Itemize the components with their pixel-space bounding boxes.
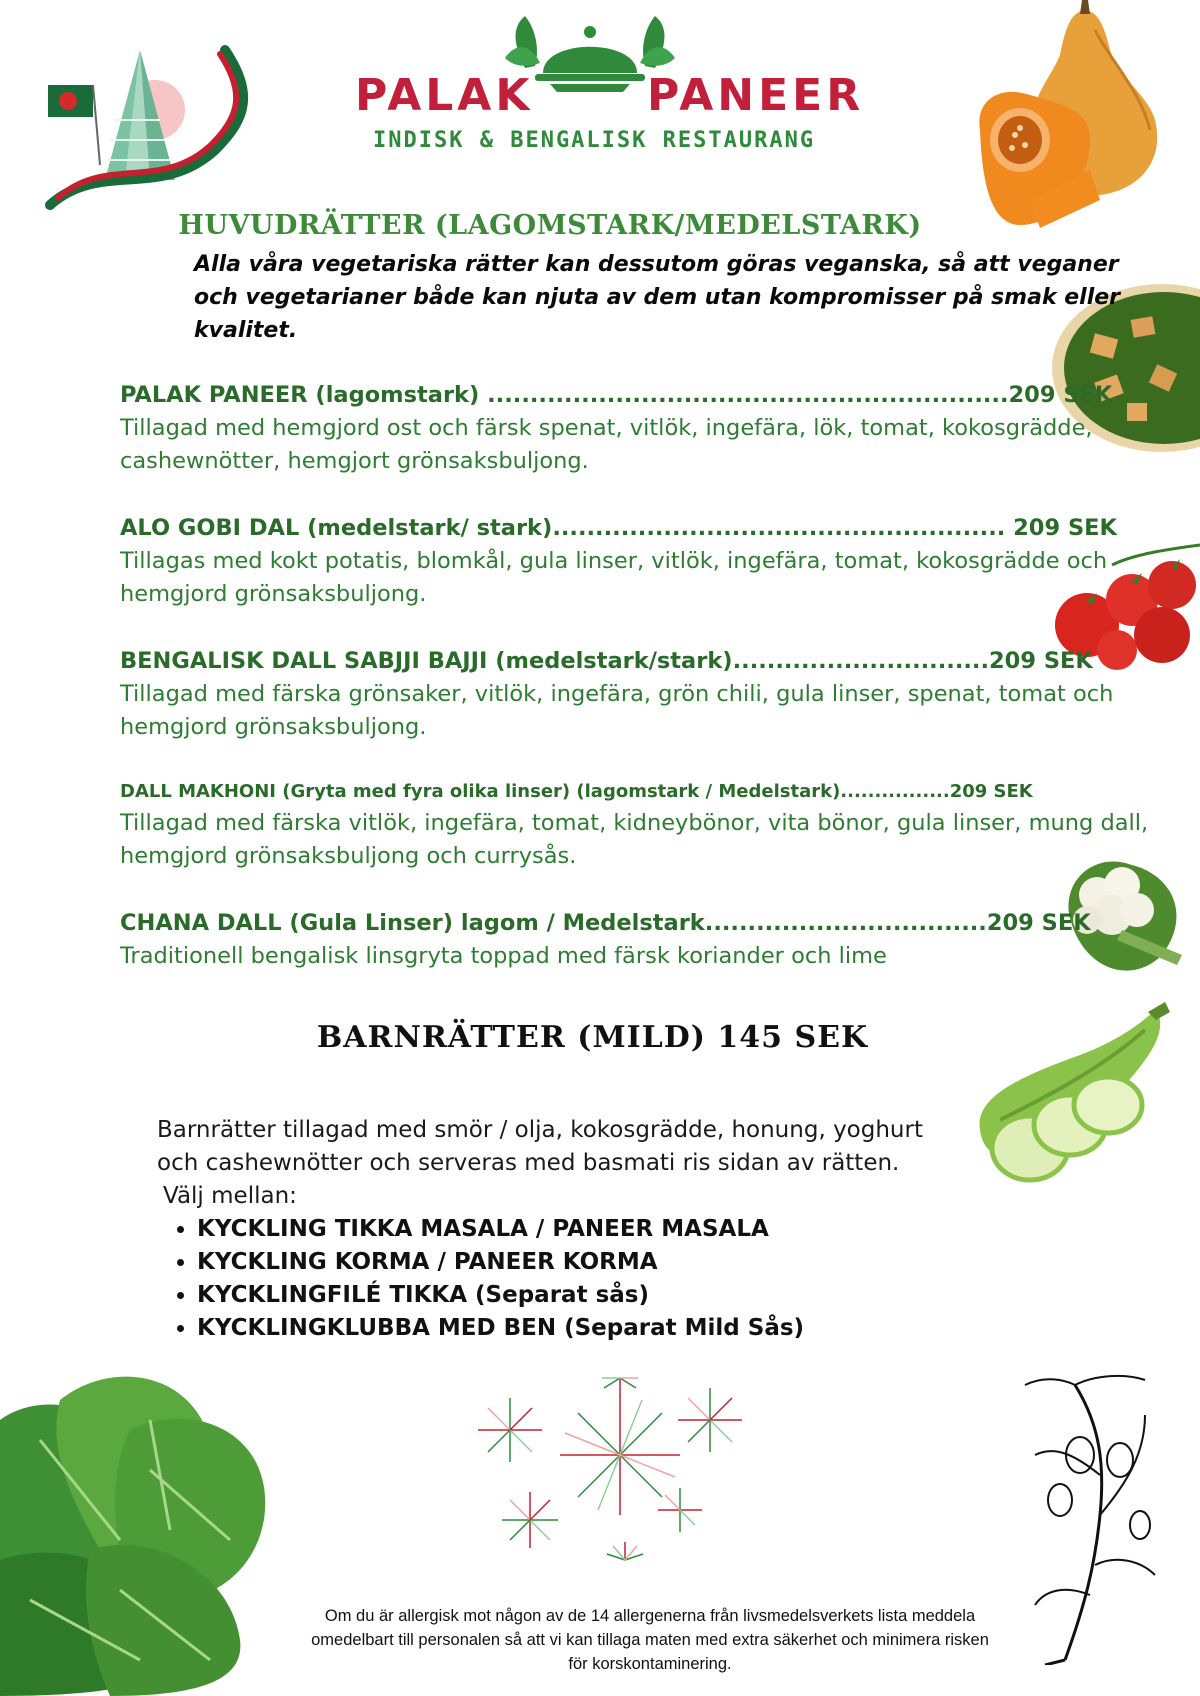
kids-option: • KYCKLINGKLUBBA MED BEN (Separat Mild Sås): [197, 1312, 804, 1345]
allergy-notice: Om du är allergisk mot någon av de 14 allergenerna från livsmedelsverkets lista meddela omedelbart till personalen så att vi kan tillaga maten med extra säkerhet och minimera risken för korskontaminering.: [311, 1607, 989, 1673]
menu-item: [120, 378, 1140, 478]
menu-item-price: 209 SEK: [1008, 382, 1113, 408]
menu-item-header: [120, 644, 1140, 678]
menu-item-name: DALL MAKHONI (Gryta med fyra olika linser) (lagomstark / Medelstark): [120, 781, 841, 802]
kids-option: • KYCKLING TIKKA MASALA / PANEER MASALA: [197, 1213, 804, 1246]
kids-option: • KYCKLINGFILÉ TIKKA (Separat sås): [197, 1279, 804, 1312]
menu-item-header: [120, 378, 1140, 412]
section-title-text: HUVUDRÄTTER (LAGOMSTARK/MEDELSTARK): [178, 210, 922, 241]
menu-item-dots: .....................................................: [552, 515, 1014, 541]
menu-item-price: 209 SEK: [986, 910, 1091, 936]
menu-item-name: ALO GOBI DAL (medelstark/ stark): [120, 515, 553, 541]
menu-item-name: BENGALISK DALL SABJJI BAJJI (medelstark/stark): [120, 648, 733, 674]
kids-section-title: [0, 1020, 1200, 1055]
menu-item-name: CHANA DALL (Gula Linser) lagom / Medelstark: [120, 910, 705, 936]
menu-item-description: Traditionell bengalisk linsgryta toppad med färsk koriander och lime: [120, 943, 887, 969]
menu-item-header: [120, 777, 1140, 807]
section-intro: Alla våra vegetariska rätter kan dessutom göras veganska, så att veganer och vegetarianer både kan njuta av dem utan kompromisser på smak eller kvalitet.: [194, 252, 1121, 343]
brand-subtitle: INDISK & BENGALISK RESTAURANG: [373, 128, 816, 153]
menu-item-name: PALAK PANEER (lagomstark): [120, 382, 488, 408]
menu-item: [120, 906, 1140, 973]
menu-item-description: Tillagas med kokt potatis, blomkål, gula linser, vitlök, ingefära, tomat, kokosgrädde och hemgjord grönsaksbuljong.: [120, 548, 1108, 607]
bangladesh-monument-illustration: [40, 40, 270, 210]
kids-choose-label: Välj mellan:: [163, 1183, 297, 1209]
herb-sketch-illustration: [1005, 1365, 1185, 1665]
spinach-leaves-illustration: [0, 1360, 280, 1696]
kids-description: [157, 1114, 937, 1213]
menu-item-price: 209 SEK: [949, 781, 1033, 802]
menu-item-dots: .............................................................: [487, 382, 1009, 408]
menu-item-header: [120, 906, 1140, 940]
menu-item-description: Tillagad med färska vitlök, ingefära, tomat, kidneybönor, vita bönor, gula linser, mung dall, hemgjord grönsaksbuljong och currysås.: [120, 810, 1149, 869]
kids-options-list: [157, 1213, 804, 1345]
menu-item: [120, 511, 1140, 611]
menu-item: [120, 777, 1149, 873]
menu-item-description: Tillagad med hemgjord ost och färsk spenat, vitlök, ingefära, lök, tomat, kokosgrädde, cashewnötter, hemgjort grönsaksbuljong.: [120, 415, 1093, 474]
menu-item-price: 209 SEK: [1013, 515, 1117, 541]
fireworks-decoration: [470, 1370, 770, 1570]
kids-description-text: Barnrätter tillagad med smör / olja, kokosgrädde, honung, yoghurt och cashewnötter och serveras med basmati ris sidan av rätten.: [157, 1117, 923, 1176]
menu-item-dots: ..............................: [732, 648, 990, 674]
menu-list: [120, 378, 1149, 1006]
menu-item-description: Tillagad med färska grönsaker, vitlök, ingefära, grön chili, gula linser, spenat, tomat och hemgjord grönsaksbuljong.: [120, 681, 1114, 740]
section-title: [0, 210, 1200, 241]
butternut-squash-illustration: [970, 0, 1200, 240]
menu-item-header: [120, 511, 1140, 545]
brand-name-right: PANEER: [647, 70, 865, 121]
kids-title-text: BARNRÄTTER (MILD) 145 SEK: [316, 1020, 869, 1055]
brand-name-left: PALAK: [355, 70, 534, 121]
kids-option: • KYCKLING KORMA / PANEER KORMA: [197, 1246, 804, 1279]
menu-item-dots: ................: [840, 781, 950, 802]
menu-item-dots: .................................: [704, 910, 987, 936]
restaurant-logo: [355, 8, 865, 158]
menu-item: [120, 644, 1140, 744]
menu-item-price: 209 SEK: [989, 648, 1093, 674]
